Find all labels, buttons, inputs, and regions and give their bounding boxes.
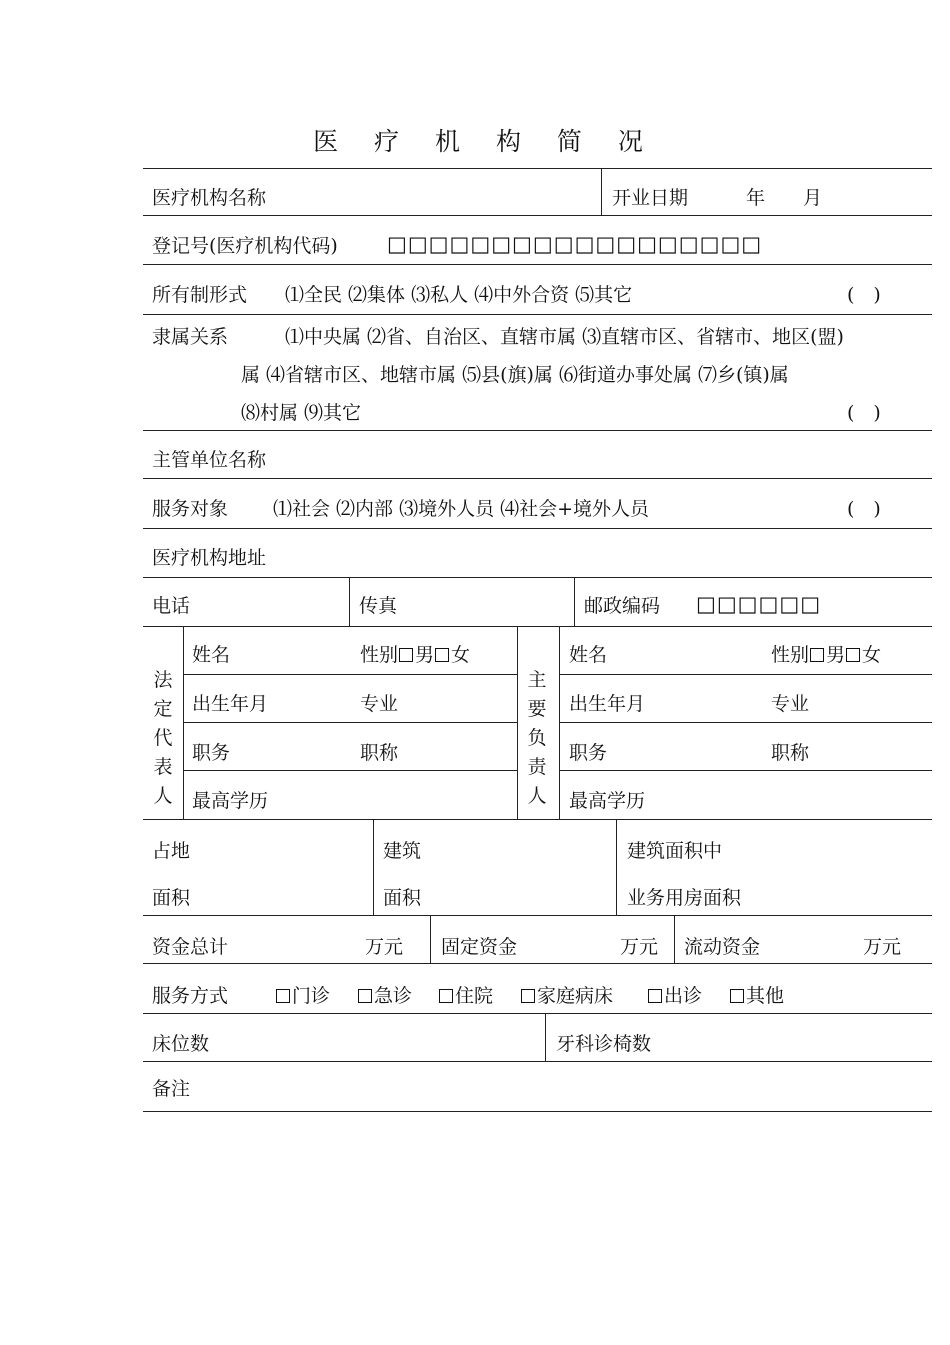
current-capital-label: 流动资金 [684,936,761,958]
rule [183,722,517,723]
rule [143,168,932,169]
checkbox[interactable] [276,989,290,1003]
business-area-label-1: 建筑面积中 [627,840,723,862]
rule [183,626,184,819]
rule [601,168,602,215]
service-mode-outpatient[interactable]: 门诊 [275,984,330,1008]
service-target-options: ⑴社会 ⑵内部 ⑶境外人员 ⑷社会+境外人员 [273,498,650,520]
main-head-position-label: 职务 [569,742,608,764]
service-target-answer[interactable]: ( ) [847,498,881,520]
open-date-label: 开业日期 [612,187,689,209]
rule [559,626,560,819]
rule [559,674,932,675]
rule [517,626,518,819]
affiliation-options-line1: ⑴中央属 ⑵省、自治区、直辖市属 ⑶直辖市区、省辖市、地区(盟) [285,326,844,348]
open-month-label: 月 [803,187,823,209]
institution-name-label: 医疗机构名称 [152,187,267,209]
rule [143,1061,932,1062]
rule [143,626,932,627]
rule [574,577,575,626]
rule [143,430,932,431]
main-head-title-label: 职称 [771,742,810,764]
current-capital-unit: 万元 [863,936,902,958]
affiliation-answer[interactable]: ( ) [847,402,881,424]
land-area-label-2: 面积 [152,887,191,909]
checkbox[interactable] [521,989,535,1003]
open-year-label: 年 [746,187,766,209]
registration-code-boxes[interactable]: □□□□□□□□□□□□□□□□□□ [387,232,763,256]
rule [143,215,932,216]
checkbox-male[interactable] [810,648,824,662]
checkbox[interactable] [730,989,744,1003]
legal-rep-education-label: 最高学历 [192,790,269,812]
rule [143,264,932,265]
page-title: 医 疗 机 构 简 况 [313,127,657,156]
business-area-label-2: 业务用房面积 [627,887,742,909]
ownership-label: 所有制形式 [152,284,248,306]
checkbox[interactable] [648,989,662,1003]
rule [616,819,617,915]
rule [545,1013,546,1061]
rule [143,314,932,315]
service-mode-home-bed[interactable]: 家庭病床 [520,984,613,1008]
service-target-label: 服务对象 [152,498,229,520]
rule [143,528,932,529]
fax-label: 传真 [359,595,398,617]
rule [183,674,517,675]
service-mode-label: 服务方式 [152,985,229,1007]
checkbox-female[interactable] [846,648,860,662]
legal-rep-title-label: 职称 [360,742,399,764]
supervisor-label: 主管单位名称 [152,449,267,471]
ownership-options: ⑴全民 ⑵集体 ⑶私人 ⑷中外合资 ⑸其它 [285,284,633,306]
ownership-answer[interactable]: ( ) [847,284,881,306]
legal-rep-position-label: 职务 [192,742,231,764]
legal-rep-label: 法定代表人 [153,669,173,807]
legal-rep-major-label: 专业 [360,693,399,715]
main-head-major-label: 专业 [771,693,810,715]
legal-rep-gender-label: 性别 男 女 [360,644,471,666]
legal-rep-birth-label: 出生年月 [192,693,269,715]
main-head-label: 主要负责人 [527,669,547,807]
building-area-label-1: 建筑 [383,840,422,862]
rule [349,577,350,626]
affiliation-label: 隶属关系 [152,326,229,348]
rule [143,915,932,916]
service-mode-emergency[interactable]: 急诊 [357,984,412,1008]
checkbox[interactable] [439,989,453,1003]
postcode-label: 邮政编码 [584,595,661,617]
dental-chairs-label: 牙科诊椅数 [556,1033,652,1055]
rule [143,963,932,964]
checkbox[interactable] [358,989,372,1003]
rule [143,1111,932,1112]
checkbox-female[interactable] [435,648,449,662]
service-mode-inpatient[interactable]: 住院 [438,984,493,1008]
rule [143,478,932,479]
total-capital-label: 资金总计 [152,936,229,958]
phone-label: 电话 [152,595,191,617]
beds-label: 床位数 [152,1033,210,1055]
rule [143,1013,932,1014]
total-capital-unit: 万元 [365,936,404,958]
affiliation-options-line3: ⑻村属 ⑼其它 [241,402,362,424]
postcode-boxes[interactable]: □□□□□□ [696,592,822,616]
legal-rep-name-label: 姓名 [192,644,231,666]
rule [143,819,932,820]
fixed-capital-unit: 万元 [620,936,659,958]
address-label: 医疗机构地址 [152,547,267,569]
service-mode-other[interactable]: 其他 [729,984,784,1008]
main-head-birth-label: 出生年月 [569,693,646,715]
fixed-capital-label: 固定资金 [441,936,518,958]
service-mode-house-call[interactable]: 出诊 [647,984,702,1008]
rule [559,722,932,723]
main-head-name-label: 姓名 [569,644,608,666]
registration-label: 登记号(医疗机构代码) [152,235,338,257]
affiliation-options-line2: 属 ⑷省辖市区、地辖市属 ⑸县(旗)属 ⑹街道办事处属 ⑺乡(镇)属 [241,364,789,386]
main-head-gender-label: 性别 男 女 [771,644,882,666]
rule [559,770,932,771]
main-head-education-label: 最高学历 [569,790,646,812]
rule [430,915,431,963]
remarks-label: 备注 [152,1078,191,1100]
building-area-label-2: 面积 [383,887,422,909]
rule [674,915,675,963]
rule [143,577,932,578]
land-area-label-1: 占地 [152,840,191,862]
rule [183,770,517,771]
rule [373,819,374,915]
checkbox-male[interactable] [399,648,413,662]
